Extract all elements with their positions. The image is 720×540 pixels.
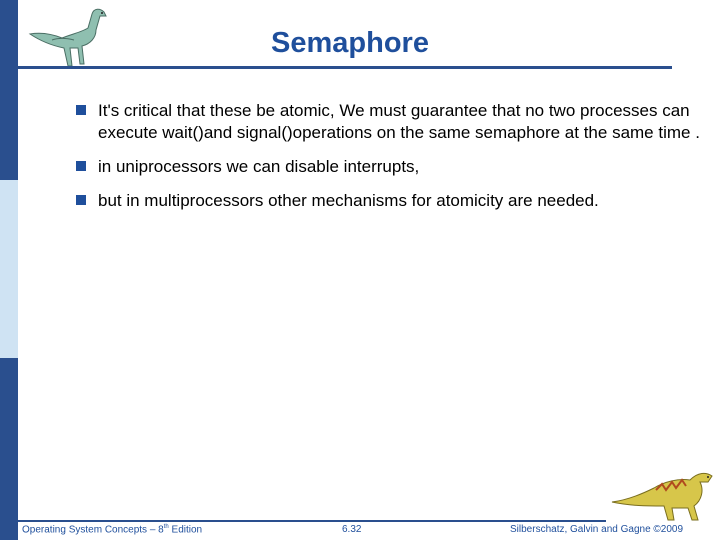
bullet-list <box>76 100 706 224</box>
dinosaur-logo-bottom-icon <box>608 462 716 524</box>
bullet-item <box>76 100 706 144</box>
bullet-text: in uniprocessors we can disable interrupts, <box>98 157 420 176</box>
left-stripe-top <box>0 0 18 180</box>
square-bullet-icon <box>76 105 86 115</box>
square-bullet-icon <box>76 161 86 171</box>
footer-book-title <box>22 524 202 535</box>
title-divider <box>18 66 672 69</box>
footer-divider <box>18 520 606 522</box>
footer-book-sup: th <box>163 524 169 530</box>
footer-book-suffix: Edition <box>168 524 203 536</box>
footer-copyright: Silberschatz, Galvin and Gagne ©2009 <box>510 524 684 535</box>
dinosaur-logo-icon <box>22 4 114 70</box>
left-stripe-bottom <box>0 358 18 540</box>
slide-title: Semaphore <box>271 27 429 59</box>
left-stripe-middle <box>0 180 18 358</box>
footer-book-prefix: Operating System Concepts – 8 <box>22 524 164 536</box>
bullet-item <box>76 156 706 178</box>
bullet-item <box>76 190 706 212</box>
square-bullet-icon <box>76 195 86 205</box>
footer-page-number: 6.32 <box>342 524 362 535</box>
bullet-text: It's critical that these be atomic, We must guarantee that no two processes can execute wait()and signal()operations on the same semaphore at the same time . <box>98 101 700 142</box>
bullet-text: but in multiprocessors other mechanisms for atomicity are needed. <box>98 191 599 210</box>
